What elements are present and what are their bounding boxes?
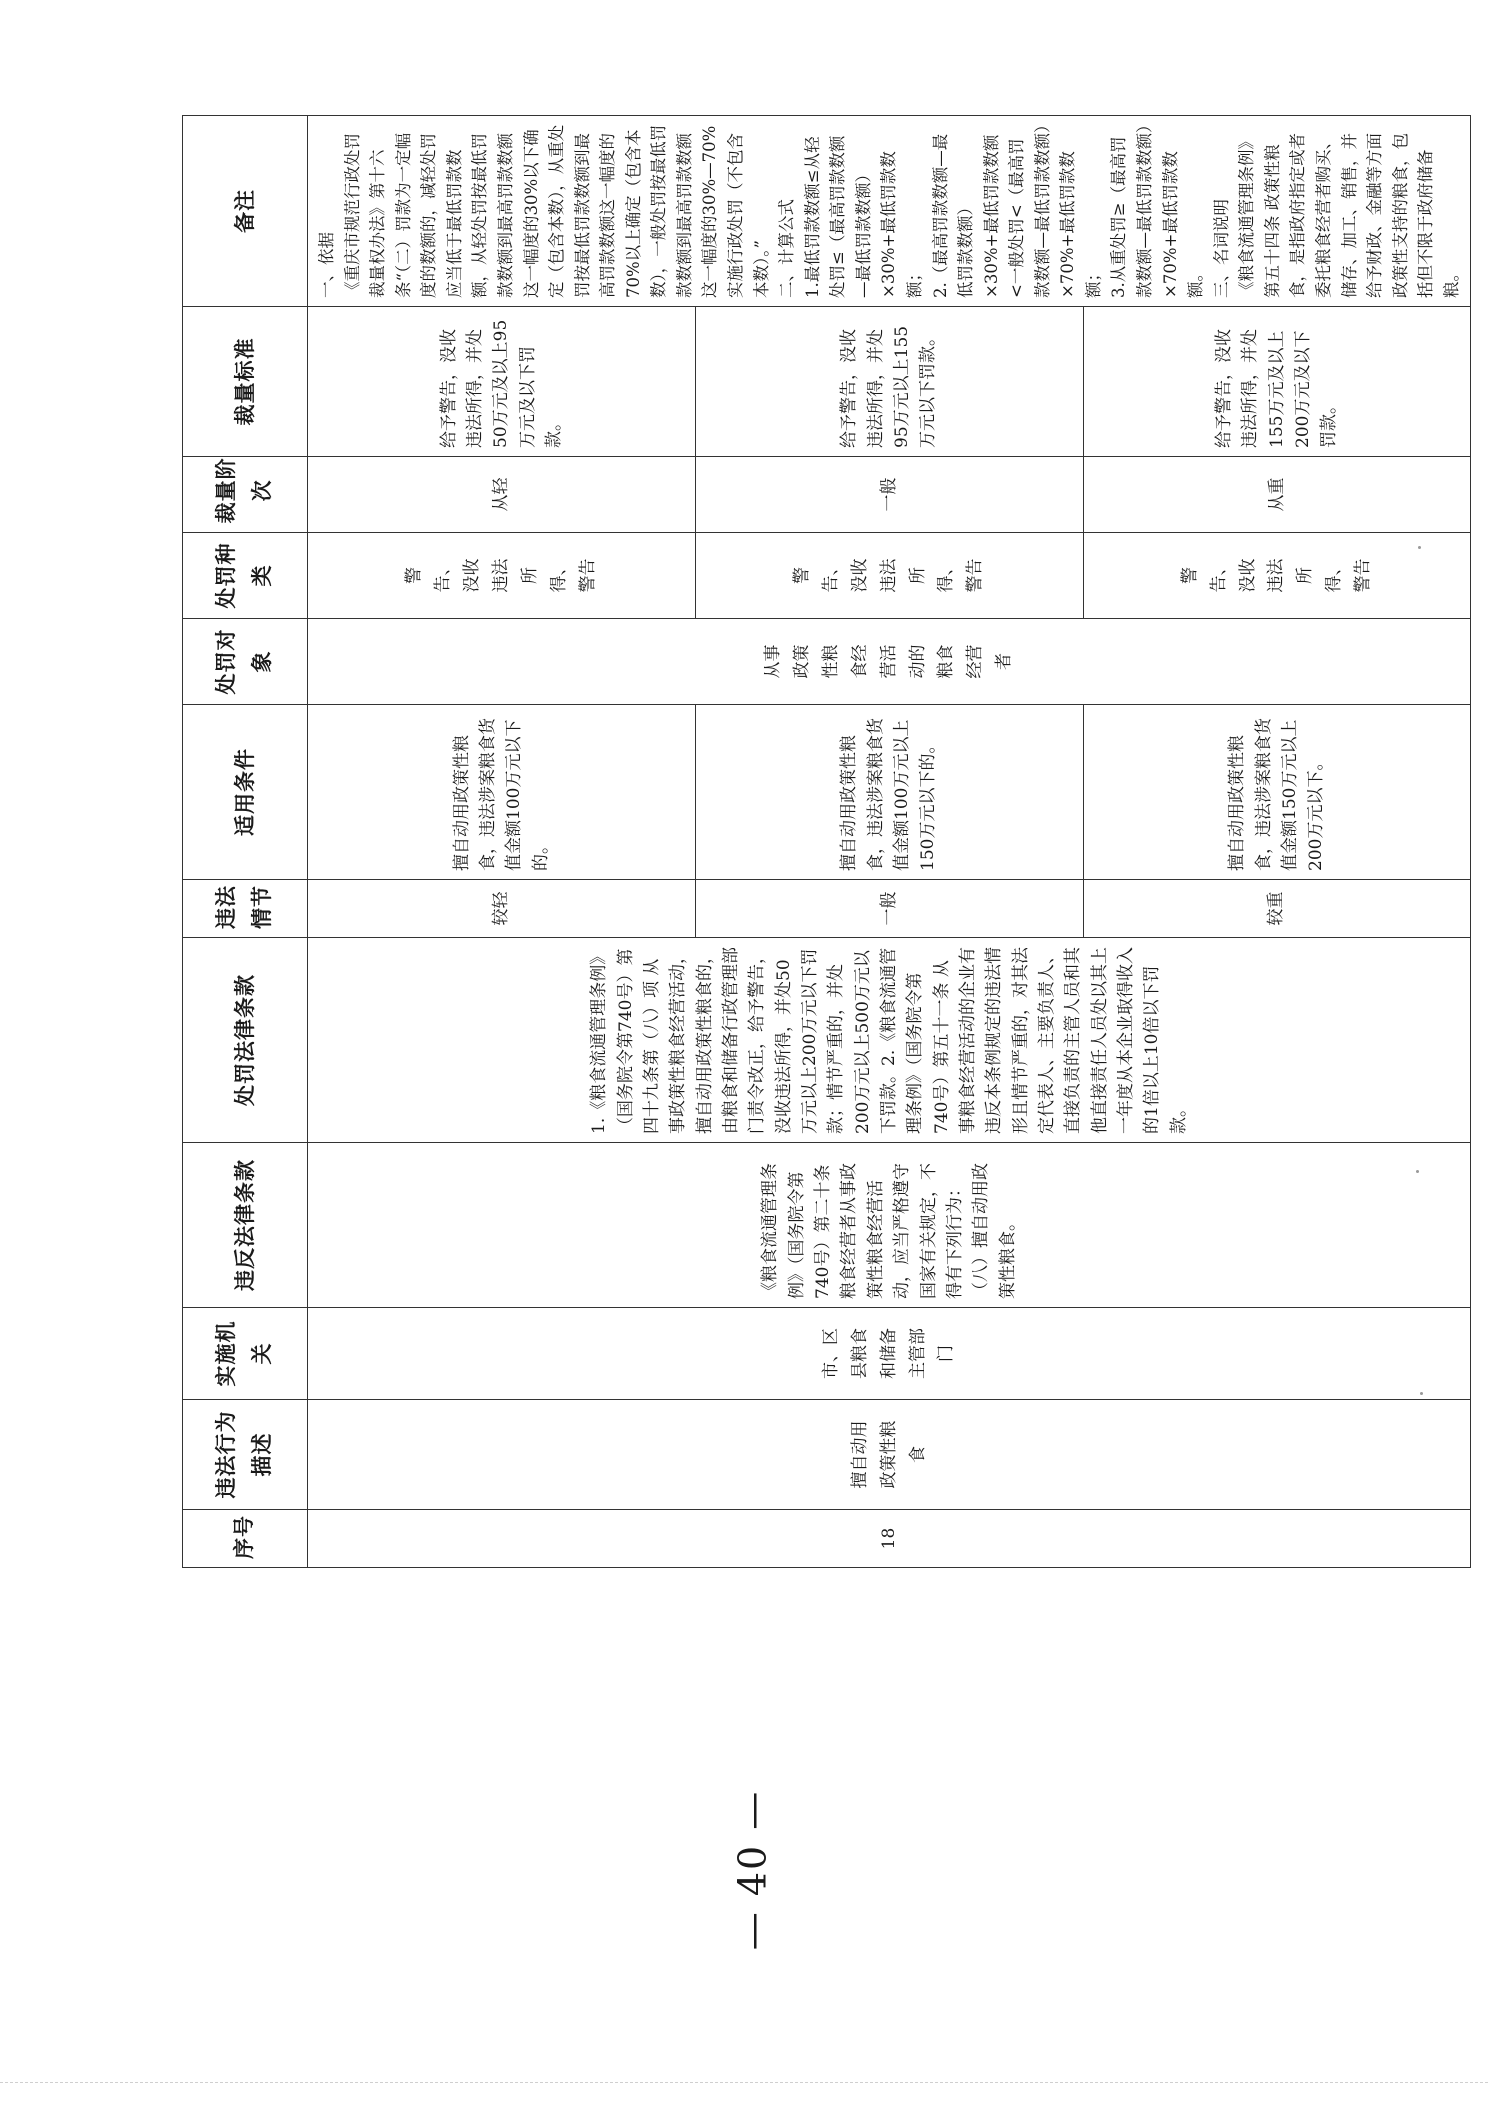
circumstance-cell-light: 较轻 <box>308 880 696 938</box>
page-number-text: — 40 — <box>730 1789 775 1951</box>
remark-lines <box>314 124 1464 298</box>
header-level: 裁量阶次 <box>183 457 308 533</box>
violated-clause-cell: 《粮食流通管理条例》（国务院令第740号）第二十条 粮食经营者从事政策性粮食经营活动，应当严格遵守国家有关规定，不得有下列行为：（八）擅自动用政策性粮食。 <box>308 1143 1471 1308</box>
target-cell: 从事政策性粮食经营活动的粮食经营者 <box>308 619 1471 705</box>
level-cell-general: 一般 <box>695 457 1083 533</box>
header-target: 处罚对象 <box>183 619 308 705</box>
remark-line: 一、依据 <box>317 232 336 298</box>
header-penalty-type: 处罚种类 <box>183 533 308 619</box>
header-penalty-clause: 处罚法律条款 <box>183 938 308 1143</box>
circumstance-cell-severe: 较重 <box>1083 880 1471 938</box>
circumstance-cell-general: 一般 <box>695 880 1083 938</box>
header-violated: 违反法律条款 <box>183 1143 308 1308</box>
condition-cell-light: 擅自动用政策性粮食，违法涉案粮食货值金额100万元以下的。 <box>308 705 696 880</box>
seq-cell: 18 <box>308 1510 1471 1568</box>
penalty-type-cell-severe: 警告、没收违法所得、警告 <box>1083 533 1471 619</box>
condition-cell-general: 擅自动用政策性粮食，违法涉案粮食货值金额100万元以上150万元以下的。 <box>695 705 1083 880</box>
standard-cell-severe: 给予警告，没收违法所得，并处155万元及以上200万元及以下罚款。 <box>1083 307 1471 457</box>
scan-edge-line <box>0 2082 1488 2083</box>
penalty-discretion-table <box>182 115 1471 1568</box>
level-cell-severe: 从重 <box>1083 457 1471 533</box>
header-behavior: 违法行为描述 <box>183 1400 308 1510</box>
remark-line: 1.最低罚款数额≤从轻处罚≤（最高罚款数额—最低罚款数额）×30%+最低罚款数额； <box>802 135 924 298</box>
page-number <box>722 1760 782 1980</box>
remark-line: 三、名词说明 <box>1211 199 1231 298</box>
behavior-cell: 擅自动用政策性粮食 <box>308 1400 1471 1510</box>
penalty-clause-cell: 1.《粮食流通管理条例》（国务院令第740号）第四十九条第（八）项 从事政策性粮食经营活动，擅自动用政策性粮食的，由粮食和储备行政管理部门责令改正，给予警告，没收违法所得，并处50万元以上200万元以下罚款；情节严重的，并处200万元以上500万元以下罚款。2.《粮食流通管理条例》（国务院令第740号）第五十一条 从事粮食经营活动的企业有违反本条例规定的违法情形且情节严重的，对其法定代表人、主要负责人、直接负责的主管人员和其他直接责任人员处以其上一年度从本企业取得收入的1倍以上10倍以下罚款。 <box>308 938 1471 1143</box>
header-agency: 实施机关 <box>183 1308 308 1400</box>
remark-line: 《重庆市规范行政处罚裁量权办法》第十六条“（二）罚款为一定幅度的数额的，减轻处罚应当低于最低罚款数额，从轻处罚按最低罚款数额到最高罚款数额这一幅度的30%以下确定（包含本数），从重处罚按最低罚款数额到最高罚款数额这一幅度的70%以上确定（包含本数），一般处罚按最低罚款数额到最高罚款数额这一幅度的30%—70%实施行政处罚（不包含本数）。” <box>342 124 771 298</box>
header-remark: 备注 <box>183 116 308 307</box>
remark-line: 3.从重处罚≥（最高罚款数额—最低罚款数额）×70%+最低罚款数额。 <box>1109 124 1206 298</box>
agency-cell: 市、区县粮食和储备主管部门 <box>308 1308 1471 1400</box>
remark-line: 2.（最高罚款数额—最低罚款数额）×30%+最低罚款数额<一般处罚<（最高罚款数额—最低罚款数额）×70%+最低罚款数额； <box>930 124 1103 298</box>
penalty-type-cell-general: 警告、没收违法所得、警告 <box>695 533 1083 619</box>
rotated-table-wrapper <box>182 116 1461 1568</box>
penalty-type-cell-light: 警告、没收违法所得、警告 <box>308 533 696 619</box>
standard-cell-general: 给予警告，没收违法所得，并处95万元以上155万元以下罚款。 <box>695 307 1083 457</box>
scan-speck <box>1420 1392 1423 1395</box>
header-condition: 适用条件 <box>183 705 308 880</box>
standard-cell-light: 给予警告，没收违法所得，并处50万元及以上95万元及以下罚款。 <box>308 307 696 457</box>
scan-speck <box>1416 1170 1419 1173</box>
condition-cell-severe: 擅自动用政策性粮食，违法涉案粮食货值金额150万元以上200万元以下。 <box>1083 705 1471 880</box>
header-circumstance: 违法情节 <box>183 880 308 938</box>
remark-line: 二、计算公式 <box>777 199 797 298</box>
header-seq: 序号 <box>183 1510 308 1568</box>
table-row <box>308 116 696 1568</box>
scan-speck <box>1418 546 1421 549</box>
table-header-row <box>183 116 308 1568</box>
remark-line: 《粮食流通管理条例》第五十四条 政策性粮食，是指政府指定或者委托粮食经营者购买、储存、加工、销售，并给予财政、金融等方面政策性支持的粮食，包括但不限于政府储备粮。 <box>1237 133 1461 298</box>
level-cell-light: 从轻 <box>308 457 696 533</box>
remark-cell <box>308 116 1471 307</box>
header-standard: 裁量标准 <box>183 307 308 457</box>
